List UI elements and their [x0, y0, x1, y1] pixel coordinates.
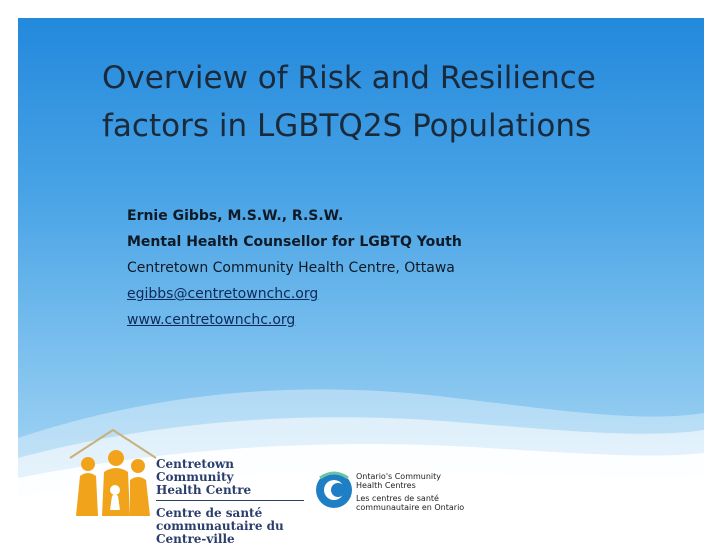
presenter-role: Mental Health Counsellor for LGBTQ Youth [127, 234, 462, 250]
centretown-fr-line-1: Centre de santé [156, 506, 263, 520]
title-line-1: Overview of Risk and Resilience [102, 60, 596, 96]
centretown-fr-line-2: communautaire du Centre-ville [156, 519, 284, 546]
slide-title [102, 54, 672, 150]
ontario-chc-emblem-icon [314, 470, 354, 510]
centretown-en-line-1: Centretown Community [156, 457, 235, 484]
centretown-figures-icon [68, 428, 158, 528]
ontario-en-line-1: Ontario's Community [356, 472, 442, 481]
centretown-divider [156, 500, 304, 501]
presenter-info [127, 203, 647, 333]
presenter-name: Ernie Gibbs, M.S.W., R.S.W. [127, 208, 344, 224]
centretown-logo-text [156, 458, 306, 546]
centretown-en-line-2: Health Centre [156, 483, 252, 497]
ontario-fr-line-1: Les centres de santé [356, 494, 439, 503]
title-line-2: factors in LGBTQ2S Populations [102, 108, 592, 144]
centretown-logo [68, 428, 308, 546]
ontario-fr-line-2: communautaire en Ontario [356, 503, 465, 512]
website-link[interactable]: www.centretownchc.org [127, 312, 296, 328]
ontario-en-line-2: Health Centres [356, 481, 416, 490]
email-link[interactable]: egibbs@centretownchc.org [127, 286, 319, 302]
slide [18, 18, 704, 546]
ontario-chc-logo [314, 470, 474, 520]
presenter-organization: Centretown Community Health Centre, Ottawa [127, 260, 455, 276]
ontario-chc-logo-text [356, 472, 476, 512]
